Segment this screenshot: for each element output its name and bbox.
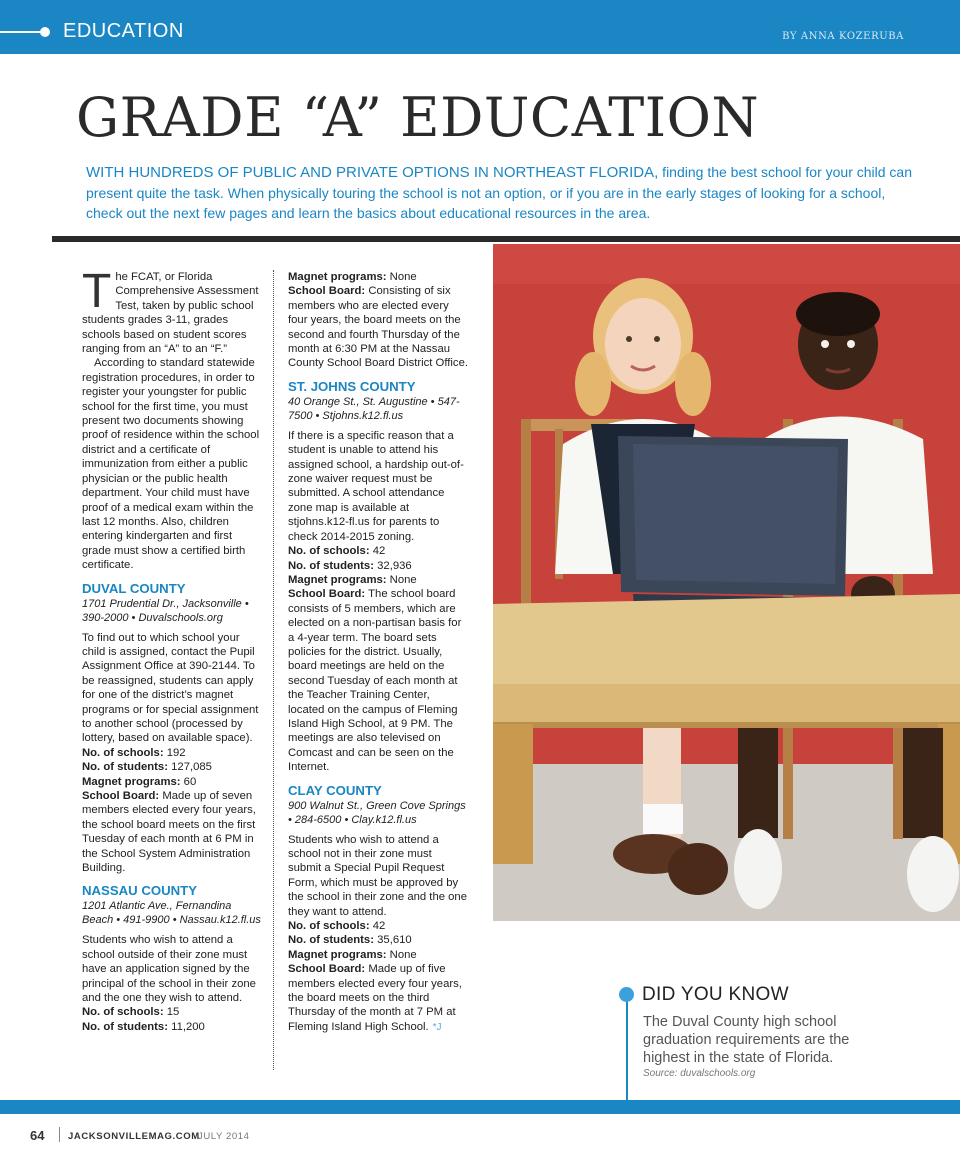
duval-heading: DUVAL COUNTY xyxy=(82,580,186,596)
nassau-board-value: Consisting of six members who are elected every four years, the board meets on the second and fourth Thursday of the month at 6:30 PM at the Nassau County School Board District Office. xyxy=(288,285,468,370)
clay-students xyxy=(288,933,468,947)
section-header-bar xyxy=(0,0,960,54)
clay-students-value: 35,610 xyxy=(373,934,412,947)
schools-label: No. of schools: xyxy=(82,1006,164,1019)
schools-label: No. of schools: xyxy=(288,920,370,933)
intro-rest: finding the best school for your child can present quite the task. When physically touring the school is not an option, or if you are in the early stages of looking for a school, check out the next few pages and learn the basics about educational resources in the area. xyxy=(86,164,912,221)
students-label: No. of students: xyxy=(288,934,374,947)
clay-board xyxy=(288,962,468,1035)
duval-students xyxy=(82,760,262,774)
stjohns-magnet-value: None xyxy=(386,573,417,586)
clay-address: 900 Walnut St., Green Cove Springs • 284-6500 • Clay.k12.fl.us xyxy=(288,799,466,826)
section-divider xyxy=(52,236,960,242)
byline: BY ANNA KOZERUBA xyxy=(782,31,904,42)
stjohns-magnet xyxy=(288,573,468,587)
nassau-schools-value: 15 xyxy=(163,1006,180,1019)
nassau-text: Students who wish to attend a school outside of their zone must have an application signed by the principal of the school in their zone and the one they wish to attend. xyxy=(82,934,256,1005)
duval-text: To find out to which school your child is assigned, contact the Pupil Assignment Office at 390-2144. To be reassigned, students can apply for one of the district’s magnet programs or for special assignment to another school (processed by lottery, based on available space). xyxy=(82,631,259,745)
stjohns-board-value: The school board consists of 5 members, which are elected on a non-partisan basis for a 4-year term. The board sets policies for the district. Usually, board meetings are held on the second Tuesday of each month at the Teacher Training Center, located on the campus of Fleming Island High School, at 9 PM. The meetings are also televised on Comcast and can be seen on the Internet. xyxy=(288,588,462,774)
board-label: School Board: xyxy=(288,285,366,298)
article-headline: GRADE “A” EDUCATION xyxy=(76,86,760,149)
nassau-board xyxy=(288,284,468,370)
duval-magnet-value: 60 xyxy=(180,775,197,788)
magnet-label: Magnet programs: xyxy=(288,573,387,586)
intro-deck xyxy=(86,162,916,223)
footer-separator xyxy=(59,1127,60,1142)
section-label: EDUCATION xyxy=(63,20,184,42)
drop-cap: T xyxy=(82,265,112,318)
nassau-schools xyxy=(82,1005,262,1019)
tile-floor xyxy=(493,764,960,921)
header-rule xyxy=(0,31,42,33)
lead-paragraph xyxy=(82,265,262,356)
clay-magnet-value: None xyxy=(386,948,417,961)
did-you-know-text: The Duval County high school graduation requirements are the highest in the state of Florida. xyxy=(643,1014,850,1066)
duval-students-value: 127,085 xyxy=(167,761,212,774)
header-dot xyxy=(40,27,50,37)
children-laptop-photo xyxy=(493,244,960,921)
board-label: School Board: xyxy=(288,588,366,601)
stjohns-schools-value: 42 xyxy=(369,545,386,558)
duval-schools-value: 192 xyxy=(163,746,186,759)
students-label: No. of students: xyxy=(82,1020,168,1033)
clay-text: Students who wish to attend a school not in their zone must submit a Special Pupil Request Form, which must be approved by the school in their zone and the one they want to attend. xyxy=(288,833,467,918)
did-you-know-title: DID YOU KNOW xyxy=(642,984,789,1005)
duval-schools xyxy=(82,746,262,760)
students-label: No. of students: xyxy=(288,559,374,572)
students-label: No. of students: xyxy=(82,761,168,774)
stjohns-board xyxy=(288,587,468,774)
boy-shoes xyxy=(734,829,782,909)
board-label: School Board: xyxy=(288,963,366,976)
stjohns-students xyxy=(288,559,468,573)
nassau-students xyxy=(82,1020,262,1034)
dyk-bullet-dot xyxy=(619,987,634,1002)
duval-board xyxy=(82,789,262,875)
board-label: School Board: xyxy=(82,790,160,802)
duval-board-value: Made up of seven members elected every four years, the school board meets on the first Tuesday of each month at 6 PM in the School System Administration Building. xyxy=(82,790,256,875)
stjohns-address: 40 Orange St., St. Augustine • 547-7500 • Stjohns.k12.fl.us xyxy=(288,395,460,422)
magnet-label: Magnet programs: xyxy=(288,948,387,961)
schools-label: No. of schools: xyxy=(82,746,164,759)
registration-paragraph: According to standard statewide registration procedures, in order to register your youngster for public school for the first time, you must present two documents showing proof of residence within the school district and a certificate of immunization from either a public physician or the public health department. Your child must have proof of a medical exam within the last 12 months. Also, children entering kindergarten and first grade must show a certified birth certificate. xyxy=(82,357,260,572)
nassau-address: 1201 Atlantic Ave., Fernandina Beach • 491-9900 • Nassau.k12.fl.us xyxy=(82,900,261,927)
photo-illustration xyxy=(493,244,960,921)
clay-magnet xyxy=(288,948,468,962)
article-column-1 xyxy=(82,265,262,1034)
intro-caps: WITH HUNDREDS OF PUBLIC AND PRIVATE OPTIONS IN NORTHEAST FLORIDA, xyxy=(86,164,659,181)
did-you-know-source: Source: duvalschools.org xyxy=(643,1068,756,1079)
nassau-students-value: 11,200 xyxy=(167,1020,205,1033)
magnet-label: Magnet programs: xyxy=(82,775,181,788)
clay-heading: CLAY COUNTY xyxy=(288,782,382,798)
footer-website: JACKSONVILLEMAG.COM xyxy=(68,1131,200,1142)
stjohns-students-value: 32,936 xyxy=(373,559,412,572)
dyk-accent-line xyxy=(626,996,628,1100)
column-rule xyxy=(273,270,274,1070)
page-number: 64 xyxy=(30,1128,45,1143)
nassau-heading: NASSAU COUNTY xyxy=(82,883,198,899)
stjohns-text: If there is a specific reason that a student is unable to attend his assigned school, a hardship out-of-zone waiver request must be submitted. A school attendance zone map is available at stjohns.k12-fl.us for parents to check 2014-2015 zoning. xyxy=(288,429,464,543)
clay-schools xyxy=(288,919,468,933)
schools-label: No. of schools: xyxy=(288,545,370,558)
article-column-2 xyxy=(288,270,468,1035)
duval-address: 1701 Prudential Dr., Jacksonville • 390-2000 • Duvalschools.org xyxy=(82,597,249,624)
stjohns-heading: ST. JOHNS COUNTY xyxy=(288,378,416,394)
clay-schools-value: 42 xyxy=(369,920,386,933)
lead-text: he FCAT, or Florida Comprehensive Assessment Test, taken by public school students grades 3-11, grades schools based on student scores ranging from an “A” to an “F.” xyxy=(82,271,259,356)
girl-face xyxy=(605,298,681,390)
end-mark: *J xyxy=(432,1021,442,1033)
magnet-label: Magnet programs: xyxy=(288,271,387,283)
footer-issue-date: JULY 2014 xyxy=(198,1131,250,1142)
footer-bar xyxy=(0,1100,960,1114)
nassau-magnet xyxy=(288,270,468,284)
duval-magnet xyxy=(82,775,262,789)
stjohns-schools xyxy=(288,544,468,558)
nassau-magnet-value: None xyxy=(386,271,417,283)
clay-board-value: Made up of five members elected every four years, the board meets on the third Thursday of the month at 7 PM at Fleming Island High School. xyxy=(288,963,462,1033)
